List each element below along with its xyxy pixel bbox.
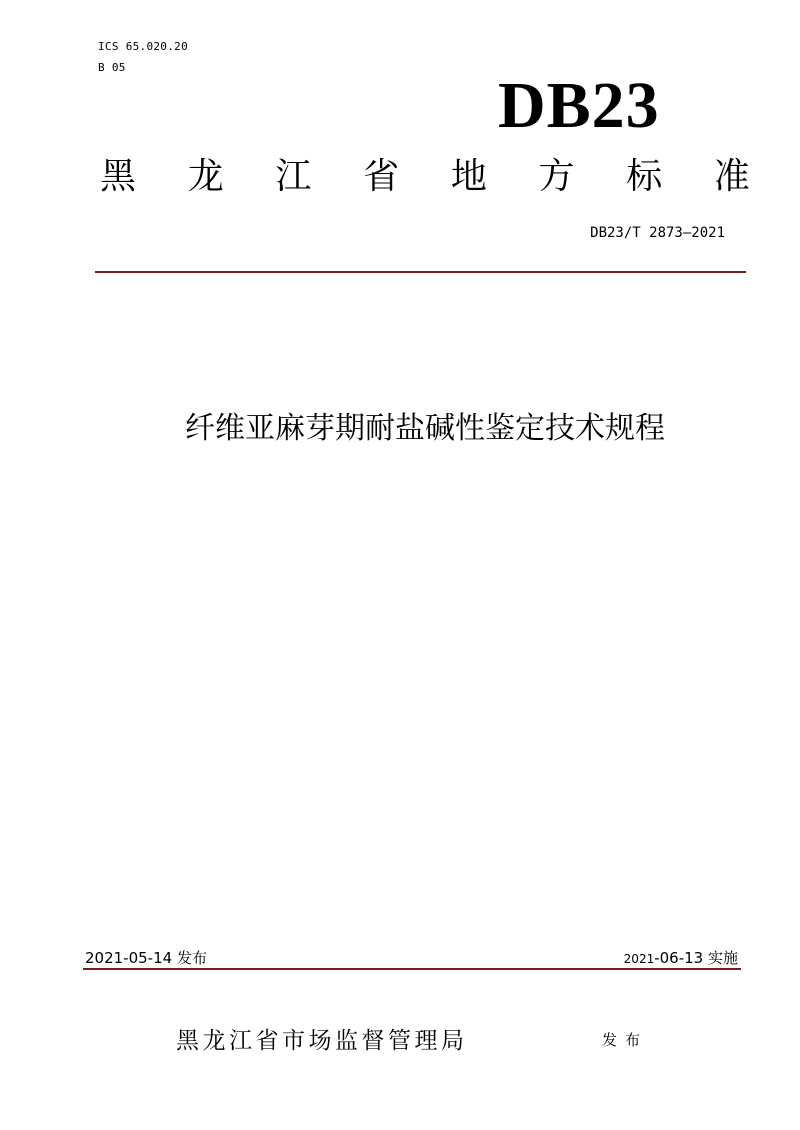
standard-type-char: 省: [363, 156, 400, 197]
standard-number: DB23/T 2873—2021: [590, 225, 725, 241]
ics-code: ICS 65.020.20: [98, 40, 188, 53]
issue-date: 2021-05-14 发布: [85, 949, 207, 967]
standard-type-char: 江: [275, 156, 312, 197]
document-title: 纤维亚麻芽期耐盐碱性鉴定技术规程: [185, 411, 665, 446]
bottom-divider: [83, 968, 741, 970]
standard-type-char: 方: [538, 156, 575, 197]
top-divider: [95, 271, 746, 273]
publish-label: 发布: [602, 1031, 649, 1049]
standard-type-char: 地: [450, 156, 487, 197]
standard-type-title: [100, 152, 750, 202]
db23-logo: DB23: [498, 69, 660, 142]
ccs-code: B 05: [98, 61, 126, 74]
standard-type-char: 黑: [100, 156, 137, 197]
standard-type-char: 标: [626, 156, 663, 197]
implementation-date: [624, 947, 738, 968]
publisher-name: 黑龙江省市场监督管理局: [176, 1028, 468, 1054]
implementation-year: 2021: [623, 952, 655, 966]
implementation-date-rest: -06-13 实施: [654, 949, 738, 967]
standard-type-char: 准: [713, 156, 750, 197]
standard-type-char: 龙: [187, 156, 224, 197]
